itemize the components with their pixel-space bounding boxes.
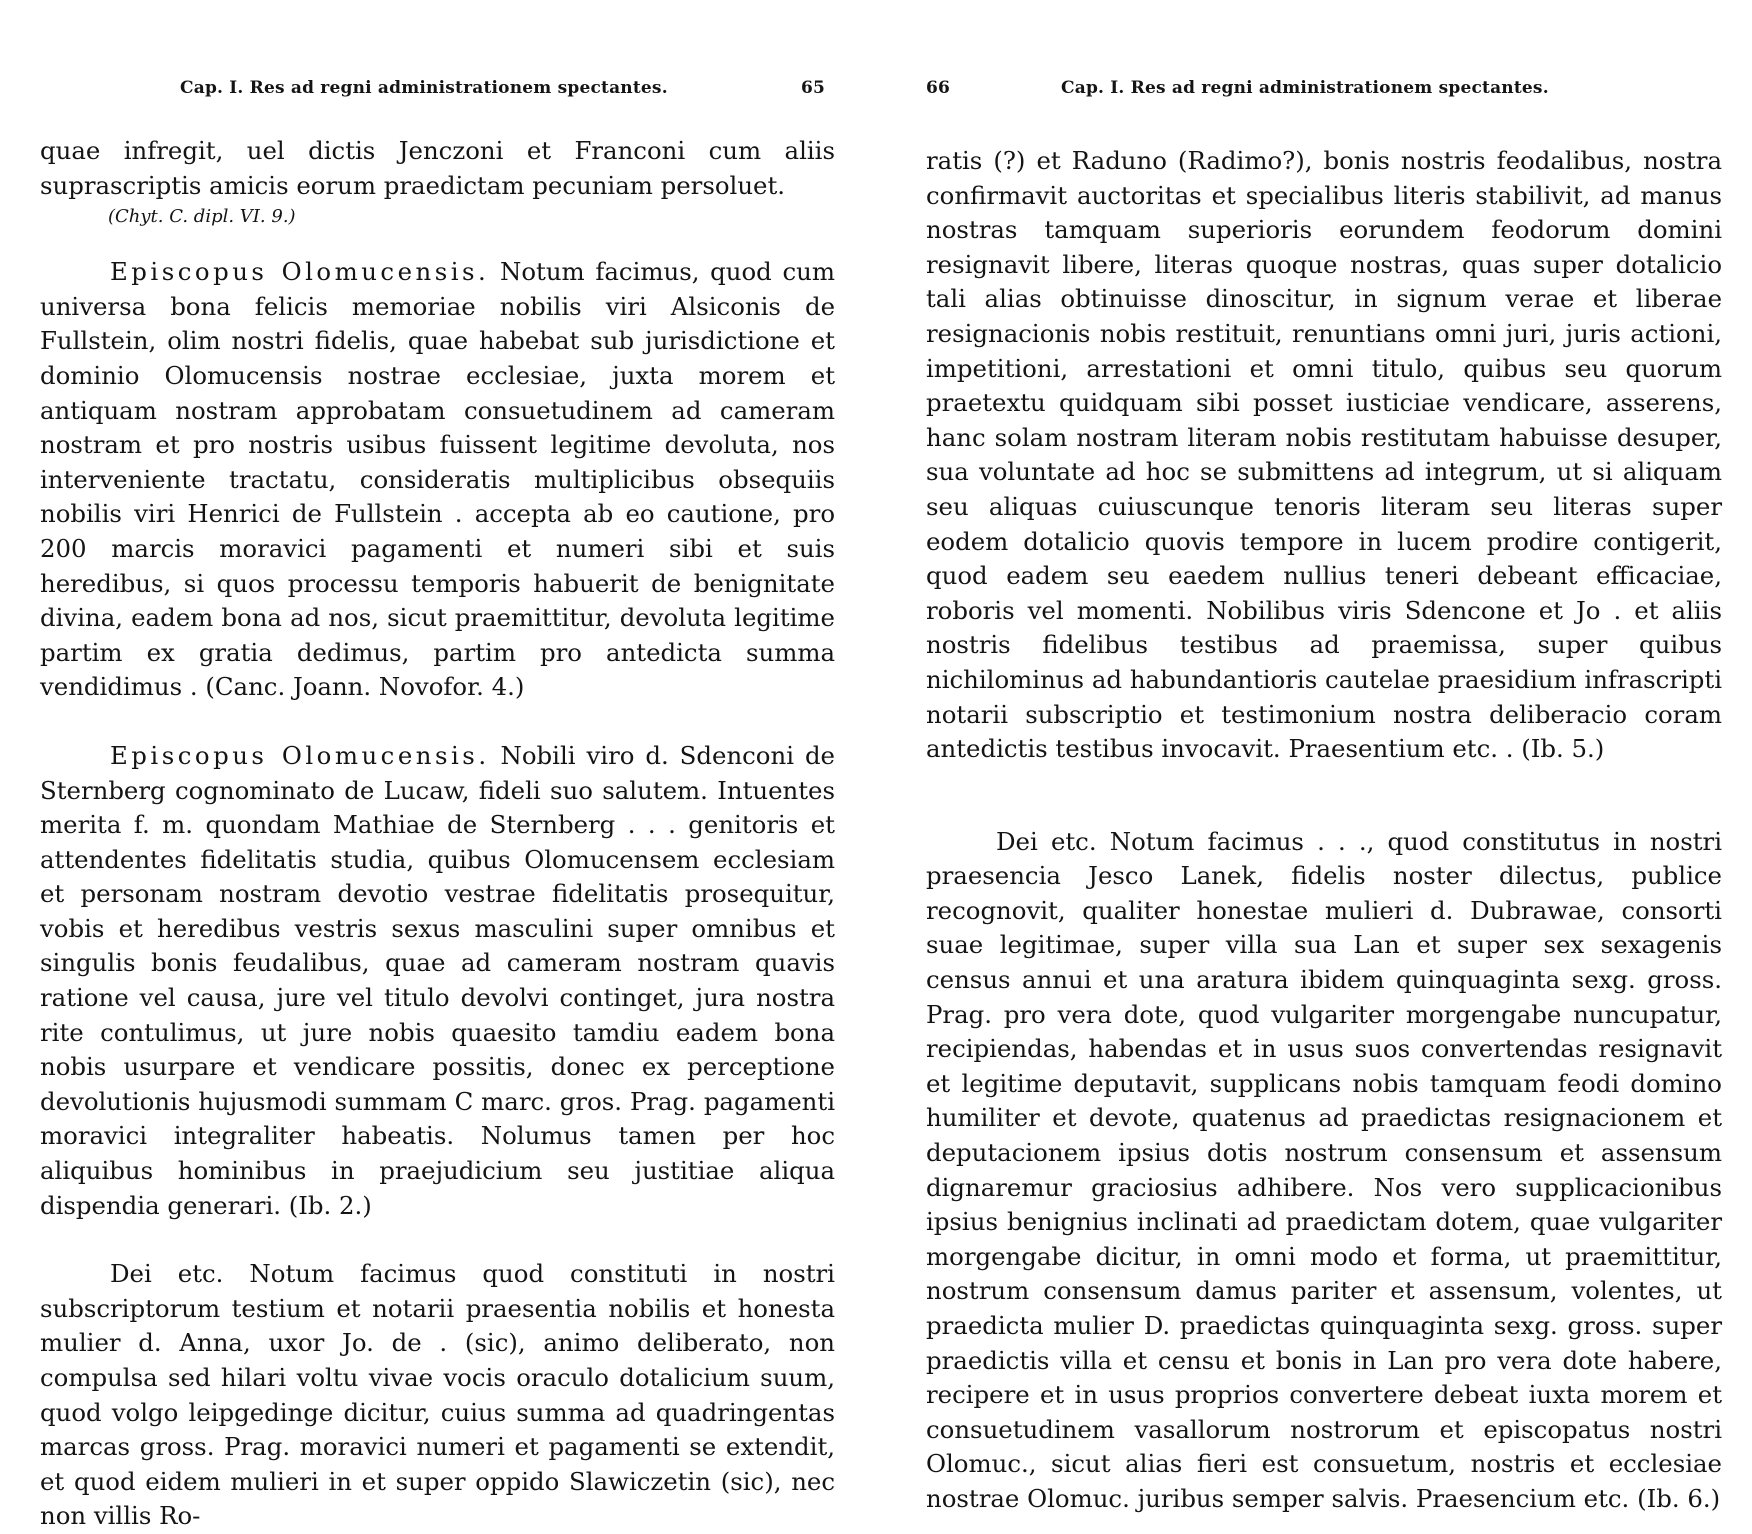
document-entry xyxy=(40,255,835,705)
entry-text: Notum facimus, quod cum universa bona felicis memoriae nobilis viri Alsiconis de Fullstein, olim nostri fidelis, quae habebat sub jurisdictione et dominio Olomucensis nostrae ecclesiae, juxta morem et antiquam nostram approbatam consuetudinem ad cameram nostram et pro nostris usibus fuissent legitime devoluta, nos interveniente tractatu, consideratis multiplicibus obsequiis nobilis viri Henrici de Fullstein . accepta ab eo cautione, pro 200 marcis moravici pagamenti et numeri sibi et suis heredibus, si quos processu temporis habuerit de benignitate divina, eadem bona ad nos, sicut praemittitur, devoluta legitime partim ex gratia dedimus, partim pro antedicta summa vendidimus . (Canc. Joann. Novofor. 4.) xyxy=(40,257,835,702)
running-head xyxy=(40,78,835,106)
continuation-text: quae infregit, uel dictis Jenczoni et Franconi cum aliis suprascriptis amicis eorum praedictam pecuniam persoluet. xyxy=(40,136,835,200)
entry-text: Nobili viro d. Sdenconi de Sternberg cognominato de Lucaw, fideli suo salutem. Intuentes merita f. m. quondam Mathiae de Sternberg . . . genitoris et attendentes fidelitatis studia, quibus Olomucensem ecclesiam et personam nostram devotio vestrae fidelitatis prosequitur, vobis et heredibus vestris sexus masculini super omnibus et singulis bonis feudalibus, quae ad cameram nostram quavis ratione vel causa, jure vel titulo devolvi continget, jura nostra rite contulimus, ut jure nobis quaesito tamdiu eadem bona nobis usurpare et vendicare possitis, donec ex perceptione devolutionis hujusmodi summam C marc. gros. Prag. pagamenti moravici integraliter habeatis. Nolumus tamen per hoc aliquibus hominibus in praejudicium seu justitiae aliqua dispendia generari. (Ib. 2.) xyxy=(40,740,835,1220)
page-number: 66 xyxy=(926,78,951,98)
page-body xyxy=(40,134,835,1534)
entry-heading: Episcopus Olomucensis. xyxy=(110,740,490,770)
running-head xyxy=(926,78,1722,106)
page-body xyxy=(926,144,1722,1517)
source-note: (Chyt. C. dipl. VI. 9.) xyxy=(108,206,296,228)
page-number: 65 xyxy=(800,78,825,98)
document-entry xyxy=(40,739,835,1223)
document-entry: Dei etc. Notum facimus . . ., quod constitutus in nostri praesencia Jesco Lanek, fidelis noster dilectus, publice recognovit, qualiter honestae mulieri d. Dubrawae, consorti suae legitimae, super villa sua Lan et super sex sexagenis census annui et una aratura ibidem quinquaginta sexg. gross. Prag. pro vera dote, quod vulgariter morgengabe nuncupatur, recipiendas, habendas et in usus suos convertendas resignavit et legitime deputavit, supplicans nobis tamquam feodi domino humiliter et devote, quatenus ad praedictas resignacionem et deputacionem ipsius dotis nostrum consensum et assensum dignaremur graciosius adhibere. Nos vero supplicacionibus ipsius benignius inclinati ad praedictam dotem, quae vulgariter morgengabe dicitur, in omni modo et forma, ut praemittitur, nostrum consensum damus pariter et assensum, volentes, ut praedicta mulier D. praedictas quinquaginta sexg. gross. super praedictis villa et censu et bonis in Lan pro vera dote habere, recipere et in usus proprios convertere debeat iuxta morem et consuetudinem vasallorum nostrorum et episcopatus nostri Olomuc., sicut alias fieri est consuetum, nostris et ecclesiae nostrae Olomuc. juribus semper salvis. Praesencium etc. (Ib. 6.) xyxy=(926,826,1722,1513)
running-title: Cap. I. Res ad regni administrationem spectantes. xyxy=(1061,78,1549,98)
entry-heading: Episcopus Olomucensis. xyxy=(110,257,490,287)
document-entry: Dei etc. Notum facimus quod constituti in nostri subscriptorum testium et notarii praesentia nobilis et honesta mulier d. Anna, uxor Jo. de . (sic), animo deliberato, non compulsa sed hilari voltu vivae vocis oraculo dotalicium suum, quod volgo leipgedinge dicitur, cuius summa ad quadringentas marcas gross. Prag. moravici numeri et pagamenti se extendit, et quod eidem mulieri in et super oppido Slawiczetin (sic), nec non villis Ro- xyxy=(40,1259,835,1531)
running-title: Cap. I. Res ad regni administrationem spectantes. xyxy=(180,78,668,98)
continuation-text: ratis (?) et Raduno (Radimo?), bonis nostris feodalibus, nostra confirmavit auctoritas et specialibus literis stabilivit, ad manus nostras tamquam superioris eorundem feodorum domini resignavit libere, literas quoque nostras, quas super dotalicio tali alias obtinuisse dinoscitur, in signum verae et liberae resignacionis nobis restituit, renuntians omni juri, juris actioni, impetitioni, arrestationi et omni titulo, quibus seu quorum praetextu quidquam sibi posset iusticiae vendicare, asserens, hanc solam nostram literam nobis restitutam habuisse desuper, sua voluntate ad hoc se submittens ad integrum, ut si aliquam seu aliquas cuiuscunque tenoris literam seu literas super eodem dotalicio quovis tempore in lucem prodire contigerit, quod eadem seu eaedem nullius teneri debeant efficaciae, roboris vel momenti. Nobilibus viris Sdencone et Jo . et aliis nostris fidelibus testibus ad praemissa, super quibus nichilominus ad habundantioris cautelae praesidium infrascripti notarii subscriptio et testimonium nostra deliberacio coram antedictis testibus invocavit. Praesentium etc. . (Ib. 5.) xyxy=(926,146,1722,764)
